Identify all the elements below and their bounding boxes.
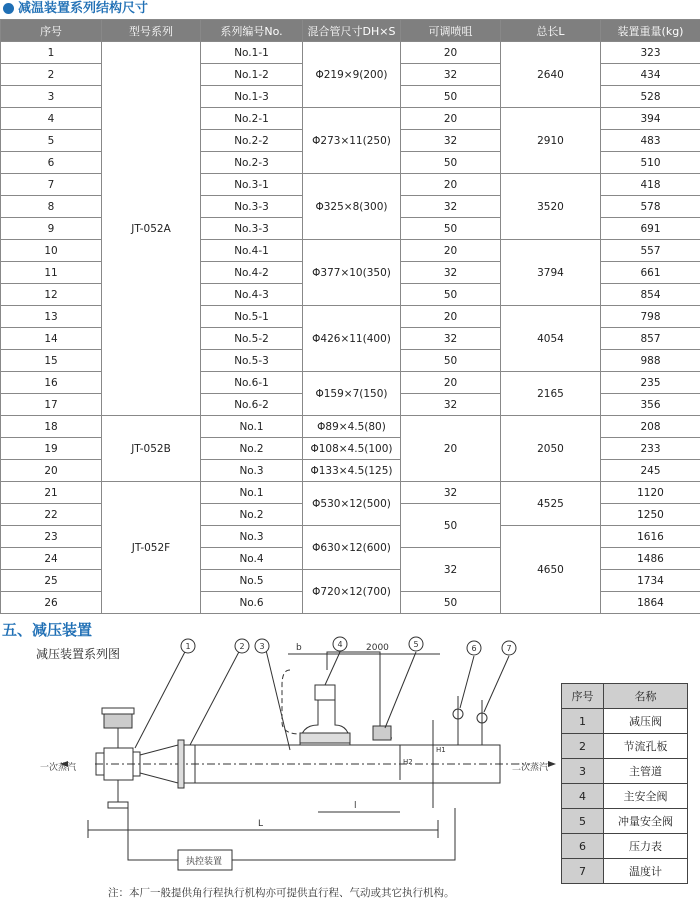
length-cell: 2165 — [501, 372, 601, 416]
weight-cell: 661 — [601, 262, 700, 284]
weight-cell: 1120 — [601, 482, 700, 504]
weight-cell: 1864 — [601, 592, 700, 614]
seq-cell: 19 — [1, 438, 102, 460]
legend-row — [562, 759, 688, 784]
length-cell: 2640 — [501, 42, 601, 108]
legend-name: 主管道 — [604, 759, 688, 784]
nozzle-cell: 32 — [401, 548, 501, 592]
nozzle-cell: 50 — [401, 152, 501, 174]
weight-cell: 578 — [601, 196, 700, 218]
nozzle-cell: 32 — [401, 482, 501, 504]
series-cell: No.5-3 — [201, 350, 303, 372]
exhaust-pipe — [282, 670, 300, 734]
spec-table — [0, 19, 700, 614]
weight-cell: 208 — [601, 416, 700, 438]
seq-cell: 26 — [1, 592, 102, 614]
seq-cell: 3 — [1, 86, 102, 108]
callout-7-label: 7 — [506, 644, 512, 653]
legend-name: 压力表 — [604, 834, 688, 859]
nozzle-cell: 32 — [401, 64, 501, 86]
weight-cell: 483 — [601, 130, 700, 152]
legend-row — [562, 859, 688, 884]
pipe-cell: Φ530×12(500) — [303, 482, 401, 526]
length-cell: 2050 — [501, 416, 601, 482]
dim-h2-label: H2 — [403, 758, 413, 766]
nozzle-cell: 20 — [401, 240, 501, 262]
legend-row — [562, 784, 688, 809]
legend-header-name: 名称 — [604, 684, 688, 709]
nozzle-cell: 32 — [401, 196, 501, 218]
pipe-cell: Φ273×11(250) — [303, 108, 401, 174]
weight-cell: 356 — [601, 394, 700, 416]
series-cell: No.2 — [201, 504, 303, 526]
seq-cell: 8 — [1, 196, 102, 218]
pressure-reducing-diagram — [0, 630, 560, 882]
seq-cell: 5 — [1, 130, 102, 152]
legend-table — [561, 683, 688, 884]
bullet-icon — [3, 3, 14, 14]
legend-name: 节流孔板 — [604, 734, 688, 759]
callout-3-label: 3 — [259, 642, 265, 651]
series-cell: No.6-2 — [201, 394, 303, 416]
header-seq: 序号 — [1, 20, 102, 42]
seq-cell: 17 — [1, 394, 102, 416]
model-cell: JT-052F — [102, 482, 201, 614]
nozzle-cell: 50 — [401, 218, 501, 240]
weight-cell: 857 — [601, 328, 700, 350]
weight-cell: 394 — [601, 108, 700, 130]
nozzle-cell: 20 — [401, 372, 501, 394]
seq-cell: 13 — [1, 306, 102, 328]
callout-leader-7 — [484, 656, 509, 712]
model-cell: JT-052B — [102, 416, 201, 482]
weight-cell: 510 — [601, 152, 700, 174]
seq-cell: 6 — [1, 152, 102, 174]
header-nozzle: 可调喷咀 — [401, 20, 501, 42]
series-cell: No.4-2 — [201, 262, 303, 284]
pipe-cell: Φ159×7(150) — [303, 372, 401, 416]
pipe-cell: Φ426×11(400) — [303, 306, 401, 372]
callout-leader-1 — [135, 646, 188, 748]
header-weight: 装置重量(kg) — [601, 20, 700, 42]
callout-leader-6 — [460, 656, 474, 708]
weight-cell: 1486 — [601, 548, 700, 570]
series-cell: No.3-3 — [201, 218, 303, 240]
throttle-flange — [178, 740, 184, 788]
weight-cell: 557 — [601, 240, 700, 262]
dim-2000-label: 2000 — [366, 643, 389, 653]
callout-4-label: 4 — [337, 640, 343, 649]
nozzle-cell: 50 — [401, 284, 501, 306]
section-heading: 五、减压装置 — [2, 621, 93, 639]
length-cell: 4650 — [501, 526, 601, 614]
nozzle-cell: 20 — [401, 416, 501, 482]
length-cell: 4054 — [501, 306, 601, 372]
control-wire-left — [128, 808, 178, 860]
seq-cell: 18 — [1, 416, 102, 438]
table-row — [1, 482, 700, 504]
dim-b-label: b — [296, 643, 302, 653]
dim-h1-label: H1 — [436, 746, 446, 754]
series-cell: No.1 — [201, 416, 303, 438]
control-wire-right — [232, 808, 455, 860]
pipe-cell: Φ89×4.5(80) — [303, 416, 401, 438]
length-cell: 2910 — [501, 108, 601, 174]
legend-name: 温度计 — [604, 859, 688, 884]
inlet-label: 一次蒸汽 — [40, 763, 77, 773]
impulse-safety-valve — [373, 726, 391, 740]
legend-num: 1 — [562, 709, 604, 734]
pipe-cell: Φ219×9(200) — [303, 42, 401, 108]
series-cell: No.1 — [201, 482, 303, 504]
table-row — [1, 416, 700, 438]
outlet-label: 二次蒸汽 — [512, 763, 549, 773]
weight-cell: 1616 — [601, 526, 700, 548]
main-safety-valve — [315, 685, 335, 700]
callout-leader-3 — [265, 646, 290, 750]
seq-cell: 7 — [1, 174, 102, 196]
seq-cell: 23 — [1, 526, 102, 548]
series-cell: No.4-3 — [201, 284, 303, 306]
legend-num: 3 — [562, 759, 604, 784]
actuator-top — [102, 708, 134, 714]
controller-label: 执控装置 — [186, 857, 223, 867]
dim-l-label: l — [354, 801, 357, 811]
series-cell: No.4-1 — [201, 240, 303, 262]
legend-name: 冲量安全阀 — [604, 809, 688, 834]
weight-cell: 1250 — [601, 504, 700, 526]
weight-cell: 233 — [601, 438, 700, 460]
series-cell: No.1-3 — [201, 86, 303, 108]
weight-cell: 988 — [601, 350, 700, 372]
seq-cell: 25 — [1, 570, 102, 592]
nozzle-cell: 32 — [401, 328, 501, 350]
seq-cell: 2 — [1, 64, 102, 86]
weight-cell: 854 — [601, 284, 700, 306]
weight-cell: 323 — [601, 42, 700, 64]
legend-header — [562, 684, 688, 709]
table-row — [1, 42, 700, 64]
weight-cell: 434 — [601, 64, 700, 86]
legend-num: 7 — [562, 859, 604, 884]
series-cell: No.1-2 — [201, 64, 303, 86]
pipe-cell: Φ108×4.5(100) — [303, 438, 401, 460]
section-subheading: 减压装置系列图 — [36, 647, 121, 661]
nozzle-cell: 32 — [401, 262, 501, 284]
length-cell: 3520 — [501, 174, 601, 240]
legend-num: 5 — [562, 809, 604, 834]
pipe-cell: Φ720×12(700) — [303, 570, 401, 614]
series-cell: No.5-2 — [201, 328, 303, 350]
legend-num: 4 — [562, 784, 604, 809]
pipe-cell: Φ325×8(300) — [303, 174, 401, 240]
spec-table-header — [1, 20, 700, 42]
series-cell: No.3 — [201, 526, 303, 548]
callout-2-label: 2 — [239, 642, 245, 651]
seq-cell: 24 — [1, 548, 102, 570]
spec-table-title — [0, 0, 700, 18]
nozzle-cell: 50 — [401, 86, 501, 108]
weight-cell: 245 — [601, 460, 700, 482]
valve-actuator — [104, 714, 132, 728]
legend-num: 6 — [562, 834, 604, 859]
footnote: 注：本厂一般提供角行程执行机构亦可提供直行程、气动或其它执行机构。 — [108, 887, 455, 899]
series-cell: No.1-1 — [201, 42, 303, 64]
weight-cell: 528 — [601, 86, 700, 108]
legend-row — [562, 834, 688, 859]
series-cell: No.3-3 — [201, 196, 303, 218]
seq-cell: 9 — [1, 218, 102, 240]
nozzle-cell: 20 — [401, 42, 501, 64]
series-cell: No.3 — [201, 460, 303, 482]
callout-6-label: 6 — [471, 644, 477, 653]
seq-cell: 10 — [1, 240, 102, 262]
nozzle-cell: 50 — [401, 592, 501, 614]
header-model: 型号系列 — [102, 20, 201, 42]
pipe-cell: Φ133×4.5(125) — [303, 460, 401, 482]
nozzle-cell: 50 — [401, 350, 501, 372]
pipe-cell: Φ630×12(600) — [303, 526, 401, 570]
callout-5-label: 5 — [413, 640, 419, 649]
seq-cell: 14 — [1, 328, 102, 350]
series-cell: No.4 — [201, 548, 303, 570]
series-cell: No.6 — [201, 592, 303, 614]
callout-1-label: 1 — [185, 642, 191, 651]
seq-cell: 11 — [1, 262, 102, 284]
outlet-arrow-icon — [548, 761, 556, 767]
seq-cell: 16 — [1, 372, 102, 394]
seq-cell: 12 — [1, 284, 102, 306]
nozzle-cell: 50 — [401, 504, 501, 548]
weight-cell: 1734 — [601, 570, 700, 592]
spec-table-title-text: 减温装置系列结构尺寸 — [18, 1, 149, 16]
weight-cell: 691 — [601, 218, 700, 240]
nozzle-cell: 32 — [401, 394, 501, 416]
series-cell: No.3-1 — [201, 174, 303, 196]
series-cell: No.5-1 — [201, 306, 303, 328]
legend-num: 2 — [562, 734, 604, 759]
legend-row — [562, 734, 688, 759]
nozzle-cell: 32 — [401, 130, 501, 152]
length-cell: 4525 — [501, 482, 601, 526]
seq-cell: 21 — [1, 482, 102, 504]
model-cell: JT-052A — [102, 42, 201, 416]
pipe-cell: Φ377×10(350) — [303, 240, 401, 306]
safety-valve-flange — [300, 733, 350, 743]
header-series-no: 系列编号No. — [201, 20, 303, 42]
valve-drain-cap — [108, 802, 128, 808]
legend-name: 主安全阀 — [604, 784, 688, 809]
legend-row — [562, 709, 688, 734]
length-cell: 3794 — [501, 240, 601, 306]
weight-cell: 798 — [601, 306, 700, 328]
legend-row — [562, 809, 688, 834]
header-pipe-size: 混合管尺寸DH×S — [303, 20, 401, 42]
series-cell: No.2 — [201, 438, 303, 460]
series-cell: No.5 — [201, 570, 303, 592]
legend-header-num: 序号 — [562, 684, 604, 709]
seq-cell: 22 — [1, 504, 102, 526]
seq-cell: 15 — [1, 350, 102, 372]
callout-leader-5 — [385, 652, 416, 728]
weight-cell: 235 — [601, 372, 700, 394]
nozzle-cell: 20 — [401, 306, 501, 328]
series-cell: No.2-1 — [201, 108, 303, 130]
seq-cell: 4 — [1, 108, 102, 130]
series-cell: No.6-1 — [201, 372, 303, 394]
seq-cell: 1 — [1, 42, 102, 64]
header-length: 总长L — [501, 20, 601, 42]
weight-cell: 418 — [601, 174, 700, 196]
series-cell: No.2-3 — [201, 152, 303, 174]
callout-leader-2 — [190, 646, 242, 745]
legend-name: 减压阀 — [604, 709, 688, 734]
seq-cell: 20 — [1, 460, 102, 482]
dim-L-label: L — [258, 819, 264, 829]
nozzle-cell: 20 — [401, 174, 501, 196]
nozzle-cell: 20 — [401, 108, 501, 130]
series-cell: No.2-2 — [201, 130, 303, 152]
